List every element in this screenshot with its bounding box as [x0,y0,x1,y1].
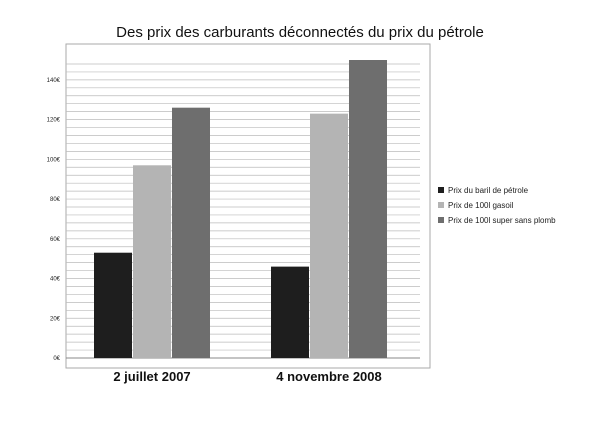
y-tick-label: 100€ [46,157,60,164]
bar [349,60,387,358]
legend-swatch [438,217,444,223]
legend-swatch [438,202,444,208]
y-tick-label: 40€ [49,276,60,283]
chart-title: Des prix des carburants déconnectés du prix du pétrole [116,24,484,41]
legend [438,186,556,225]
y-tick-label: 80€ [49,197,60,204]
legend-label: Prix de 100l super sans plomb [448,216,556,225]
legend-swatch [438,187,444,193]
bar [172,108,210,358]
legend-label: Prix du baril de pétrole [448,186,529,195]
x-category-label: 2 juillet 2007 [113,369,191,384]
x-axis-labels [113,369,381,384]
y-tick-label: 60€ [49,236,60,243]
bars [94,60,387,358]
x-category-label: 4 novembre 2008 [276,369,382,384]
bar [133,165,171,358]
bar [271,267,309,358]
bar [94,253,132,358]
y-tick-label: 140€ [46,77,60,84]
bar [310,114,348,358]
y-tick-label: 120€ [46,117,60,124]
y-axis-ticks [47,78,61,362]
y-tick-label: 20€ [49,316,60,323]
y-tick-label: 0€ [53,356,60,362]
legend-label: Prix de 100l gasoil [448,201,514,210]
